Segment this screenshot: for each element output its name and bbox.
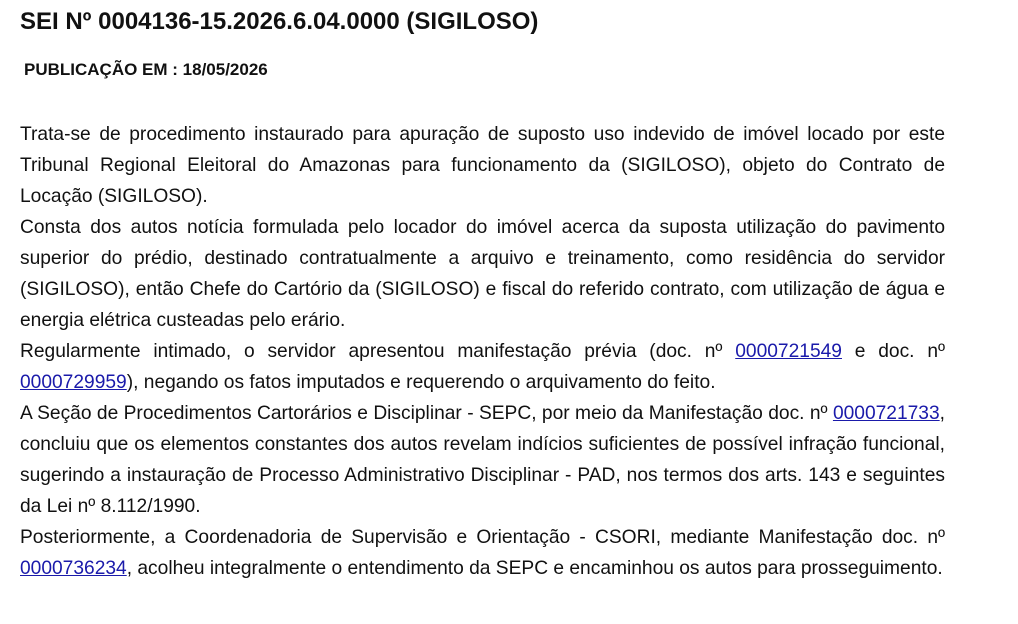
- doc-link-0000736234[interactable]: 0000736234: [20, 558, 127, 579]
- paragraph-4-text-b: , concluiu que os elementos constantes dos autos revelam indícios suficientes de possível infração funcional, sugerindo a instauração de Processo Administrativo Disciplinar - PAD, nos termos dos arts. 143 e seguintes da Lei nº 8.112/1990.: [20, 403, 945, 517]
- paragraph-5-text-a: Posteriormente, a Coordenadoria de Supervisão e Orientação - CSORI, mediante Manifestação doc. nº: [20, 527, 945, 548]
- paragraph-1: Trata-se de procedimento instaurado para apuração de suposto uso indevido de imóvel locado por este Tribunal Regional Eleitoral do Amazonas para funcionamento da (SIGILOSO), objeto do Contrato de Locação (SIGILOSO).: [20, 124, 945, 207]
- doc-link-0000721733[interactable]: 0000721733: [832, 403, 940, 424]
- paragraph-3: [20, 336, 945, 398]
- document-body: [20, 119, 945, 584]
- paragraph-2: Consta dos autos notícia formulada pelo locador do imóvel acerca da suposta utilização do pavimento superior do prédio, destinado contratualmente a arquivo e treinamento, como residência do servidor (SIGILOSO), então Chefe do Cartório da (SIGILOSO) e fiscal do referido contrato, com utilização de água e energia elétrica custeadas pelo erário.: [20, 217, 945, 331]
- doc-link-0000721549[interactable]: 0000721549: [735, 341, 842, 362]
- publication-date: PUBLICAÇÃO EM : 18/05/2026: [24, 60, 268, 79]
- doc-link-0000729959[interactable]: 0000729959: [20, 372, 127, 393]
- paragraph-4: [20, 398, 945, 522]
- paragraph-5-text-b: , acolheu integralmente o entendimento da SEPC e encaminhou os autos para prosseguimento.: [126, 558, 943, 579]
- document-title: SEI Nº 0004136-15.2026.6.04.0000 (SIGILOSO): [20, 8, 539, 35]
- paragraph-3-text-a: Regularmente intimado, o servidor apresentou manifestação prévia (doc. nº: [20, 341, 736, 362]
- paragraph-3-text-c: ), negando os fatos imputados e requerendo o arquivamento do feito.: [126, 372, 716, 393]
- paragraph-4-text-a: A Seção de Procedimentos Cartorários e Disciplinar - SEPC, por meio da Manifestação doc. nº: [20, 403, 833, 424]
- paragraph-3-text-b: e doc. nº: [841, 341, 945, 362]
- paragraph-5: [20, 522, 945, 584]
